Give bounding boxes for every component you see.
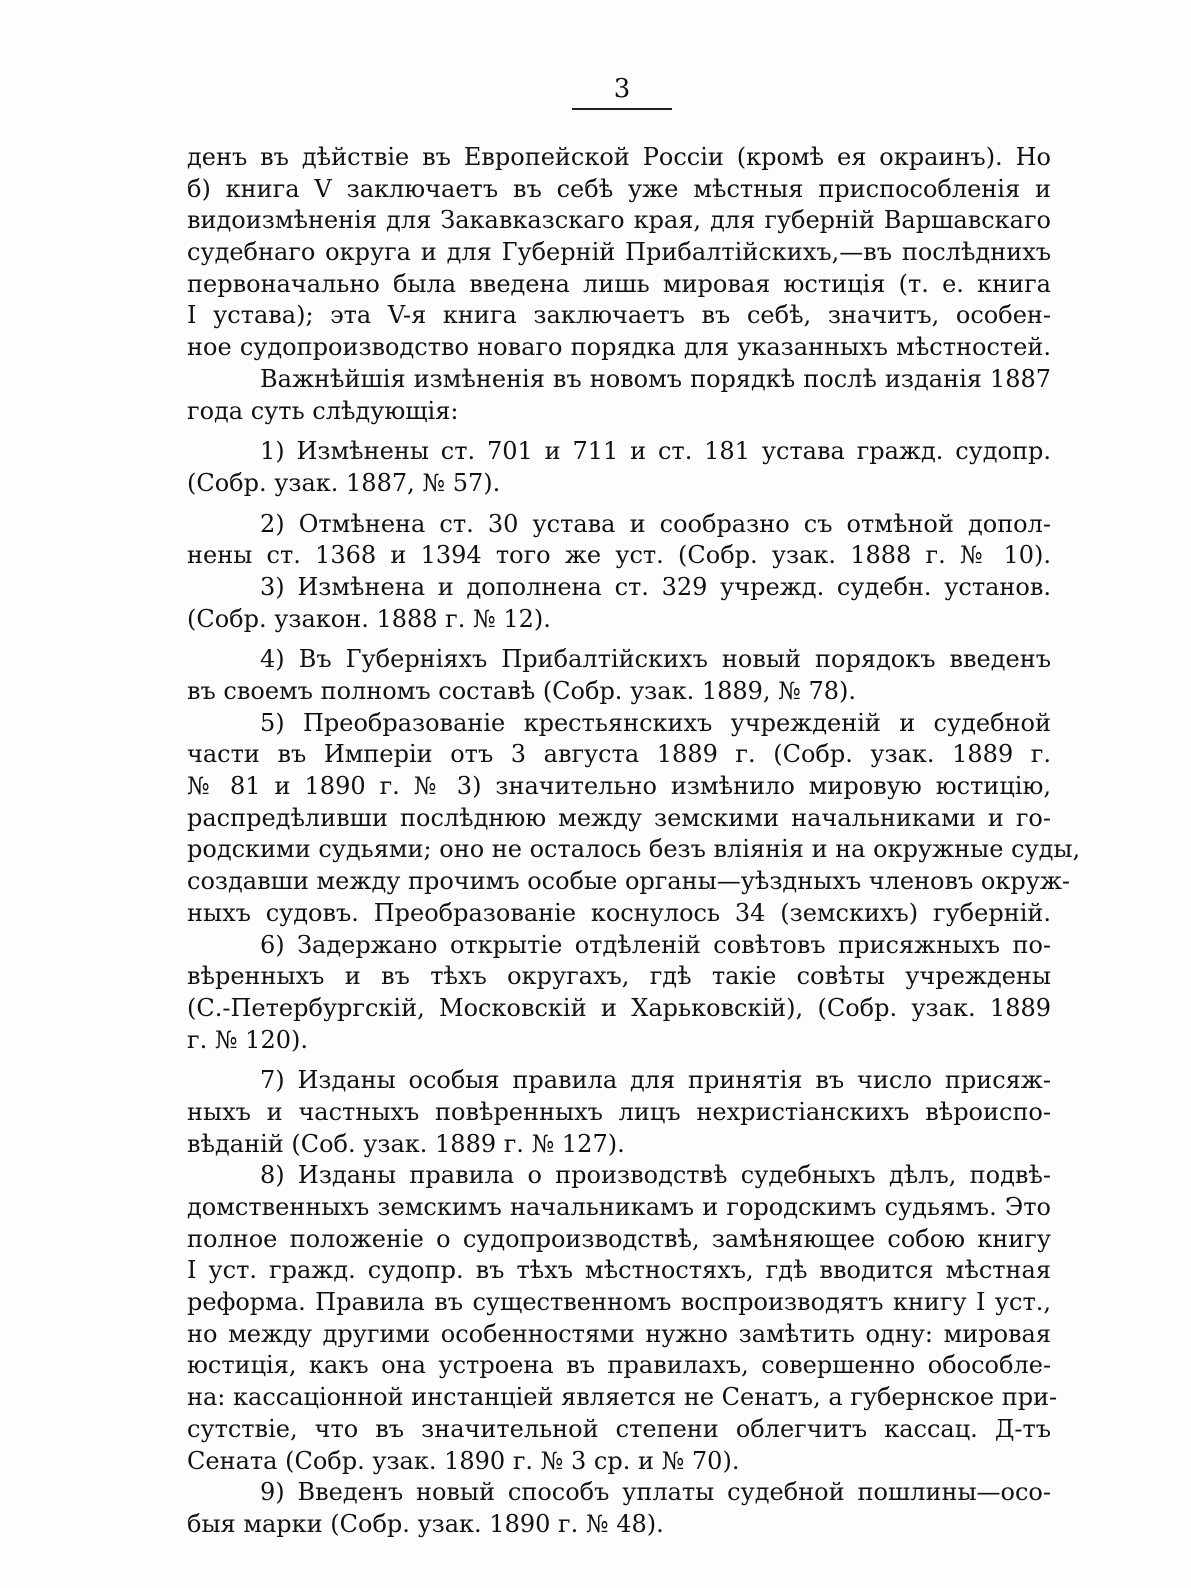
text-line: 7) Изданы особыя правила для принятія въ число присяж- bbox=[260, 1066, 1051, 1095]
text-line: домственныхъ земскимъ начальникамъ и городскимъ судьямъ. Это bbox=[187, 1193, 1051, 1221]
text-line: въ своемъ полномъ составѣ (Собр. узак. 1889, № 78). bbox=[187, 677, 857, 705]
text-line: 6) Задержано открытіе отдѣленій совѣтовъ присяжныхъ по- bbox=[260, 930, 1051, 959]
text-line: (Собр. узакон. 1888 г. № 12). bbox=[187, 604, 551, 633]
text-line: (Собр. узак. 1887, № 57). bbox=[187, 468, 501, 497]
text-line: полное положеніе о судопроизводствѣ, замѣняющее собою книгу bbox=[187, 1224, 1051, 1253]
text-line: на: кассаціонной инстанціей является не Сенатъ, а губернское при- bbox=[187, 1383, 1058, 1412]
text-line: видоизмѣненія для Закавказскаго края, для губерній Варшавскаго bbox=[187, 206, 1051, 235]
text-line: ныхъ судовъ. Преобразованіе коснулось 34 (земскихъ) губерній. bbox=[187, 898, 1051, 927]
text-line: создавши между прочимъ особые органы—уѣздныхъ членовъ окруж- bbox=[187, 867, 1071, 896]
text-line: г. № 120). bbox=[187, 1025, 308, 1054]
text-line: ное судопроизводство новаго порядка для указанныхъ мѣстностей. bbox=[187, 333, 1051, 362]
text-line: 5) Преобразованіе крестьянскихъ учрежденій и судебной bbox=[260, 708, 1051, 737]
page-number-rule bbox=[572, 108, 672, 110]
text-line: части въ Имперіи отъ 3 августа 1889 г. (Собр. узак. 1889 г. bbox=[187, 740, 1051, 769]
text-line: денъ въ дѣйствіе въ Европейской Россіи (кромѣ ея окраинъ). Но bbox=[187, 143, 1051, 171]
text-line: нены ст. 1368 и 1394 того же уст. (Собр. узак. 1888 г. № 10). bbox=[187, 541, 1051, 570]
text-line: юстиція, какъ она устроена въ правилахъ, совершенно обособле- bbox=[187, 1351, 1051, 1380]
text-line: 9) Введенъ новый способъ уплаты судебной пошлины—осо- bbox=[260, 1478, 1051, 1507]
text-line: Важнѣйшія измѣненія въ новомъ порядкѣ послѣ изданія 1887 bbox=[260, 364, 1051, 393]
text-line: 4) Въ Губерніяхъ Прибалтійскихъ новый порядокъ введенъ bbox=[260, 645, 1051, 674]
text-line: распредѣливши послѣднюю между земскими начальниками и го- bbox=[187, 803, 1051, 832]
text-line: но между другими особенностями нужно замѣтить одну: мировая bbox=[187, 1319, 1051, 1348]
text-line: родскими судьями; оно не осталось безъ вліянія и на окружные суды, bbox=[187, 835, 1081, 864]
page-number: 3 bbox=[613, 74, 631, 104]
text-line: первоначально была введена лишь мировая юстиція (т. е. книга bbox=[187, 269, 1051, 298]
text-line: б) книга V заключаетъ въ себѣ уже мѣстныя приспособленія и bbox=[187, 174, 1051, 203]
text-line: ныхъ и частныхъ повѣренныхъ лицъ нехристіанскихъ вѣроиспо- bbox=[187, 1097, 1051, 1126]
text-line: года суть слѣдующія: bbox=[187, 396, 459, 425]
text-line: быя марки (Собр. узак. 1890 г. № 48). bbox=[187, 1509, 664, 1538]
text-line: вѣренныхъ и въ тѣхъ округахъ, гдѣ такіе совѣты учреждены bbox=[187, 962, 1051, 991]
text-line: I уст. гражд. судопр. въ тѣхъ мѣстностяхъ, гдѣ вводится мѣстная bbox=[187, 1256, 1051, 1285]
text-line: 8) Изданы правила о производствѣ судебныхъ дѣлъ, подвѣ- bbox=[260, 1161, 1051, 1190]
text-line: судебнаго округа и для Губерній Прибалтійскихъ,—въ послѣднихъ bbox=[187, 238, 1051, 267]
text-line: 2) Отмѣнена ст. 30 устава и сообразно съ отмѣной допол- bbox=[260, 509, 1051, 538]
text-line: № 81 и 1890 г. № 3) значительно измѣнило мировую юстицію, bbox=[187, 772, 1051, 801]
text-line: вѣданій (Соб. узак. 1889 г. № 127). bbox=[187, 1129, 625, 1158]
text-line: сутствіе, что въ значительной степени облегчитъ кассац. Д-тъ bbox=[187, 1414, 1051, 1443]
text-line: (С.-Петербургскій, Московскій и Харьковскій), (Собр. узак. 1889 bbox=[187, 993, 1051, 1022]
text-line: Сената (Собр. узак. 1890 г. № 3 ср. и № 70). bbox=[187, 1446, 740, 1475]
text-line: 1) Измѣнены ст. 701 и 711 и ст. 181 устава гражд. судопр. bbox=[260, 437, 1051, 466]
text-line: 3) Измѣнена и дополнена ст. 329 учрежд. судебн. установ. bbox=[260, 572, 1051, 601]
text-line: реформа. Правила въ существенномъ воспроизводятъ книгу I уст., bbox=[187, 1288, 1051, 1317]
text-line: I устава); эта V-я книга заключаетъ въ себѣ, значитъ, особен- bbox=[187, 301, 1051, 330]
body-text bbox=[187, 142, 1081, 1541]
